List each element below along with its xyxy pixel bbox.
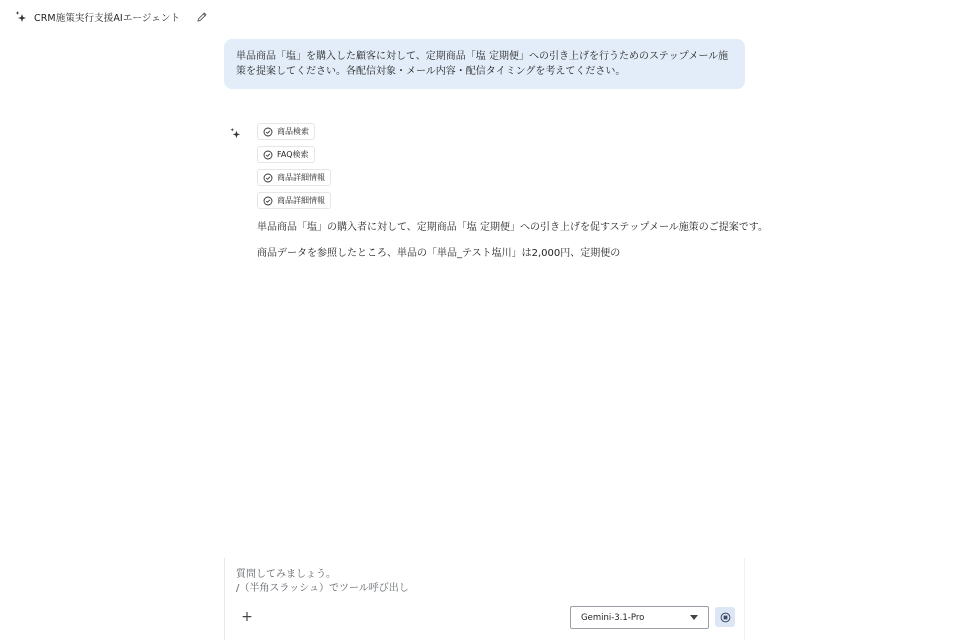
tool-call-chip[interactable] — [257, 169, 331, 186]
assistant-answer-line: 単品商品「塩」の購入者に対して、定期商品「塩 定期便」への引き上げを促すステップメール施策のご提案です。 — [257, 222, 768, 233]
agent-title: CRM施策実行支援AIエージェント — [34, 13, 181, 24]
check-circle-icon — [263, 150, 273, 160]
model-select-value: Gemini-3.1-Pro — [581, 612, 645, 623]
chat-input[interactable]: 質問してみましょう。 /（半角スラッシュ）でツール呼び出し — [236, 569, 409, 594]
sparkle-icon — [14, 10, 28, 24]
sparkle-icon — [229, 127, 242, 140]
tool-call-label: 商品詳細情報 — [277, 196, 325, 205]
add-button[interactable]: + — [241, 609, 253, 625]
assistant-answer-line: 商品データを参照したところ、単品の「単品_テスト塩川」は2,000円、定期便の — [257, 248, 621, 259]
user-message-bubble: 単品商品「塩」を購入した顧客に対して、定期商品「塩 定期便」への引き上げを行うためのステップメール施策を提案してください。各配信対象・メール内容・配信タイミングを考えてください。 — [224, 39, 745, 89]
tool-call-label: 商品詳細情報 — [277, 173, 325, 182]
stop-button[interactable] — [715, 607, 735, 627]
tool-call-chip[interactable] — [257, 123, 315, 140]
message-composer — [224, 558, 745, 640]
header — [14, 9, 208, 25]
tool-call-chip[interactable] — [257, 192, 331, 209]
tool-call-chip[interactable] — [257, 146, 315, 163]
check-circle-icon — [263, 173, 273, 183]
stop-icon — [720, 612, 731, 623]
chevron-down-icon — [690, 615, 698, 620]
tool-call-label: 商品検索 — [277, 127, 309, 136]
check-circle-icon — [263, 196, 273, 206]
pencil-icon[interactable] — [196, 11, 208, 23]
tool-call-label: FAQ検索 — [277, 150, 309, 159]
model-select[interactable] — [570, 606, 709, 629]
check-circle-icon — [263, 127, 273, 137]
